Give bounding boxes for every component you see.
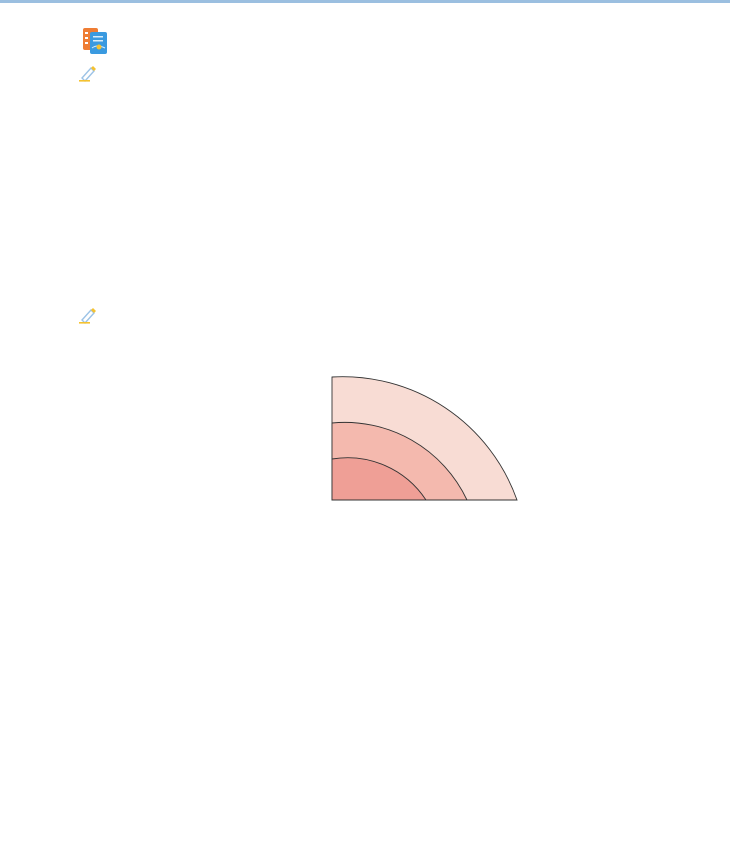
top-accent-bar [0, 0, 730, 3]
document-header [80, 24, 124, 58]
pencil-icon [78, 64, 98, 82]
sun-structure-diagram [230, 365, 520, 565]
section-1-heading [78, 64, 104, 82]
section-2-heading [78, 306, 104, 324]
pencil-icon [78, 306, 98, 324]
notebook-icon [80, 26, 110, 56]
